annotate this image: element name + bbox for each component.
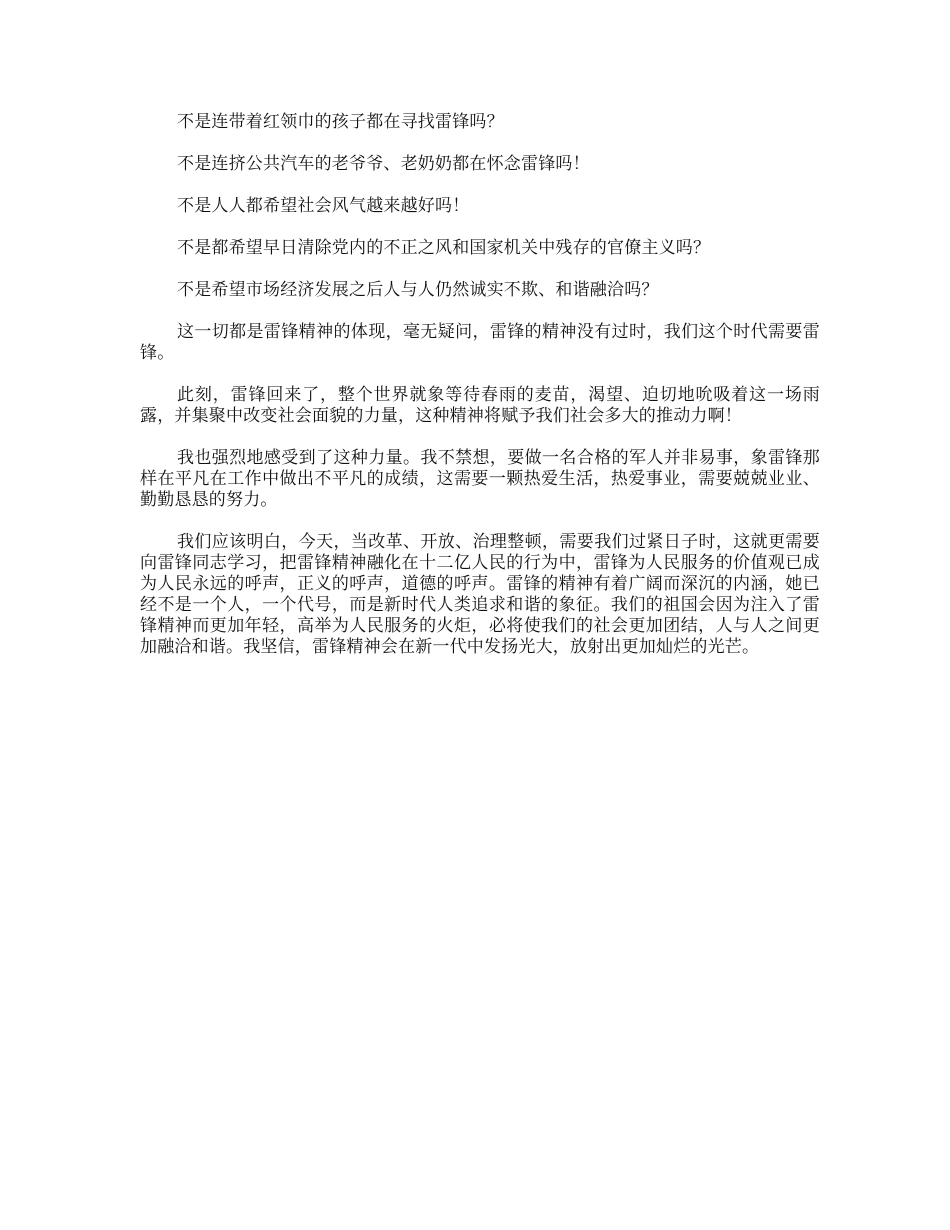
document-body — [140, 112, 820, 679]
paragraph-8: 我也强烈地感受到了这种力量。我不禁想，要做一名合格的军人并非易事，象雷锋那样在平凡在工作中做出不平凡的成绩，这需要一颗热爱生活，热爱事业，需要兢兢业业、勤勤恳恳的努力。 — [140, 448, 820, 510]
paragraph-6: 这一切都是雷锋精神的体现，毫无疑问，雷锋的精神没有过时，我们这个时代需要雷锋。 — [140, 322, 820, 363]
paragraph-4: 不是都希望早日清除党内的不正之风和国家机关中残存的官僚主义吗？ — [177, 238, 711, 258]
paragraph-1: 不是连带着红领巾的孩子都在寻找雷锋吗？ — [177, 112, 504, 132]
paragraph-5: 不是希望市场经济发展之后人与人仍然诚实不欺、和谐融洽吗？ — [177, 280, 659, 300]
paragraph-7: 此刻，雷锋回来了，整个世界就象等待春雨的麦苗，渴望、迫切地吮吸着这一场雨露，并集聚中改变社会面貌的力量，这种精神将赋予我们社会多大的推动力啊！ — [140, 385, 820, 426]
paragraph-2: 不是连挤公共汽车的老爷爷、老奶奶都在怀念雷锋吗！ — [177, 154, 590, 174]
paragraph-3: 不是人人都希望社会风气越来越好吗！ — [177, 196, 470, 216]
paragraph-9: 我们应该明白，今天，当改革、开放、治理整顿，需要我们过紧日子时，这就更需要向雷锋同志学习，把雷锋精神融化在十二亿人民的行为中，雷锋为人民服务的价值观已成为人民永远的呼声，正义的呼声，道德的呼声。雷锋的精神有着广阔而深沉的内涵，她已经不是一个人，一个代号，而是新时代人类追求和谐的象征。我们的祖国会因为注入了雷锋精神而更加年轻，高举为人民服务的火炬，必将使我们的社会更加团结，人与人之间更加融洽和谐。我坚信，雷锋精神会在新一代中发扬光大，放射出更加灿烂的光芒。 — [140, 532, 820, 657]
